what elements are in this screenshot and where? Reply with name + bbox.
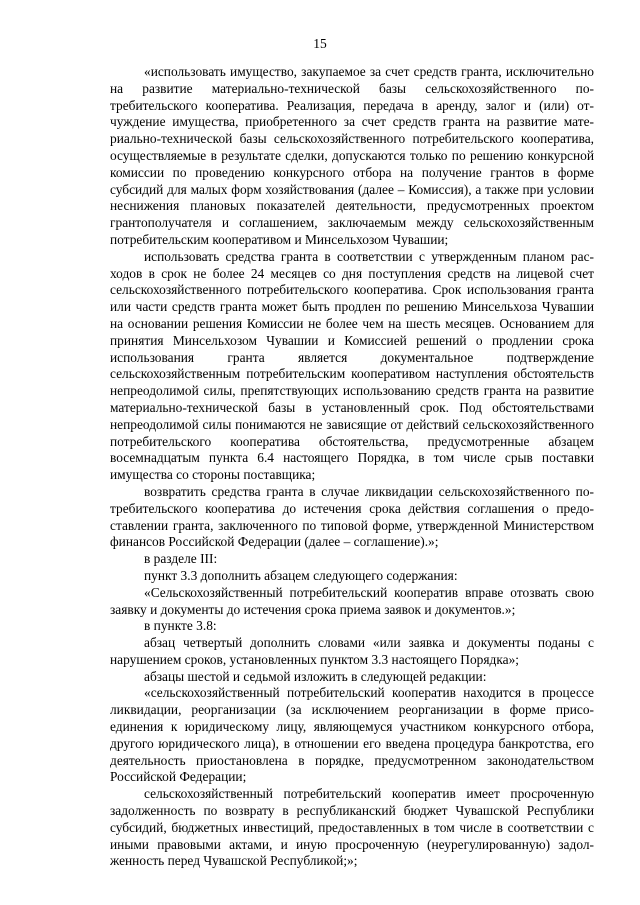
paragraph-overdue-debt: сельскохозяйственный потребительский кооператив имеет просроченную задолженность по возврату в республиканский бюджет Чувашской Республики субсидий, бюджетных инвестиций, предоставленных в том числе в соответствии с иными правовыми актами, и иную просроченную (неурегулированную) задолженность перед Чувашской Республикой;»; xyxy=(110,786,594,869)
paragraph-grant-use-term: использовать средства гранта в соответствии с утвержденным планом расходов в срок не более 24 месяцев со дня поступления средств на лицевой счет сельскохозяйственного потребительского кооператива. Срок использования гранта или части средств гранта может быть продлен по решению Минсельхоза Чувашии на основании решения Комиссии не более чем на шесть месяцев. Основанием для принятия Минсельхозом Чувашии и Комиссией решений о продлении срока использования гранта является документальное подтверждение сельскохозяйственным потребительским кооперативом наступления обстоятельств непреодолимой силы, препятствующих использованию средств гранта на развитие материально-технической базы в установленный срок. Под обстоятельствами непреодолимой силы понимаются не зависящие от действий сельскохозяйственного потребительского кооператива обстоятельства, предусмотренные абзацем восемнадцатым пункта 6.4 настоящего Порядка, в том числе срыв поставки имущества со стороны поставщика; xyxy=(110,248,594,483)
paragraph-withdraw-application: «Сельскохозяйственный потребительский кооператив вправе отозвать свою заявку и документы до истечения срока приема заявок и документов.»; xyxy=(110,584,594,617)
paragraph-fourth-abzac: абзац четвертый дополнить словами «или заявка и документы поданы с нарушением сроков, установленных пунктом 3.3 настоящего Порядка»; xyxy=(110,635,594,667)
paragraph-sixth-seventh-abzac: абзацы шестой и седьмой изложить в следующей редакции: xyxy=(144,668,487,684)
paragraph-clause-3-3: пункт 3.3 дополнить абзацем следующего содержания: xyxy=(144,567,458,583)
paragraph-property-use: «использовать имущество, закупаемое за счет средств гранта, исключительно на развитие материально-технической базы сельскохозяйственного потребительского кооператива. Реализация, передача в аренду, залог и (или) отчуждение имущества, приобретенного за счет средств гранта на развитие материально-технической базы сельскохозяйственного потребительского кооператива, осуществляемые в результате сделки, допускаются только по решению конкурсной комиссии по проведению конкурсного отбора на получение грантов в форме субсидий для малых форм хозяйствования (далее – Комиссия), а также при условии неснижения плановых показателей деятельности, предусмотренных проектом грантополучателя и соглашением, заключаемым между сельскохозяйственным потребительским кооперативом и Минсельхозом Чувашии; xyxy=(110,64,594,247)
paragraph-clause-3-8: в пункте 3.8: xyxy=(144,618,217,634)
paragraph-liquidation: «сельскохозяйственный потребительский кооператив находится в процессе ликвидации, реорганизации (за исключением реорганизации в форме присоединения к юридическому лицу, являющемуся участником конкурсного отбора, другого юридического лица), в отношении его введена процедура банкротства, его деятельность приостановлена в порядке, предусмотренном законодательством Российской Федерации; xyxy=(110,685,594,785)
paragraph-grant-return: возвратить средства гранта в случае ликвидации сельскохозяйственного потребительского кооператива до истечения срока действия соглашения о предоставлении гранта, заключенного по типовой форме, утвержденной Министерством финансов Российской Федерации (далее – соглашение).»; xyxy=(110,483,594,550)
paragraph-section-iii: в разделе III: xyxy=(144,551,218,567)
document-body xyxy=(110,64,594,870)
page-number: 15 xyxy=(313,36,327,51)
